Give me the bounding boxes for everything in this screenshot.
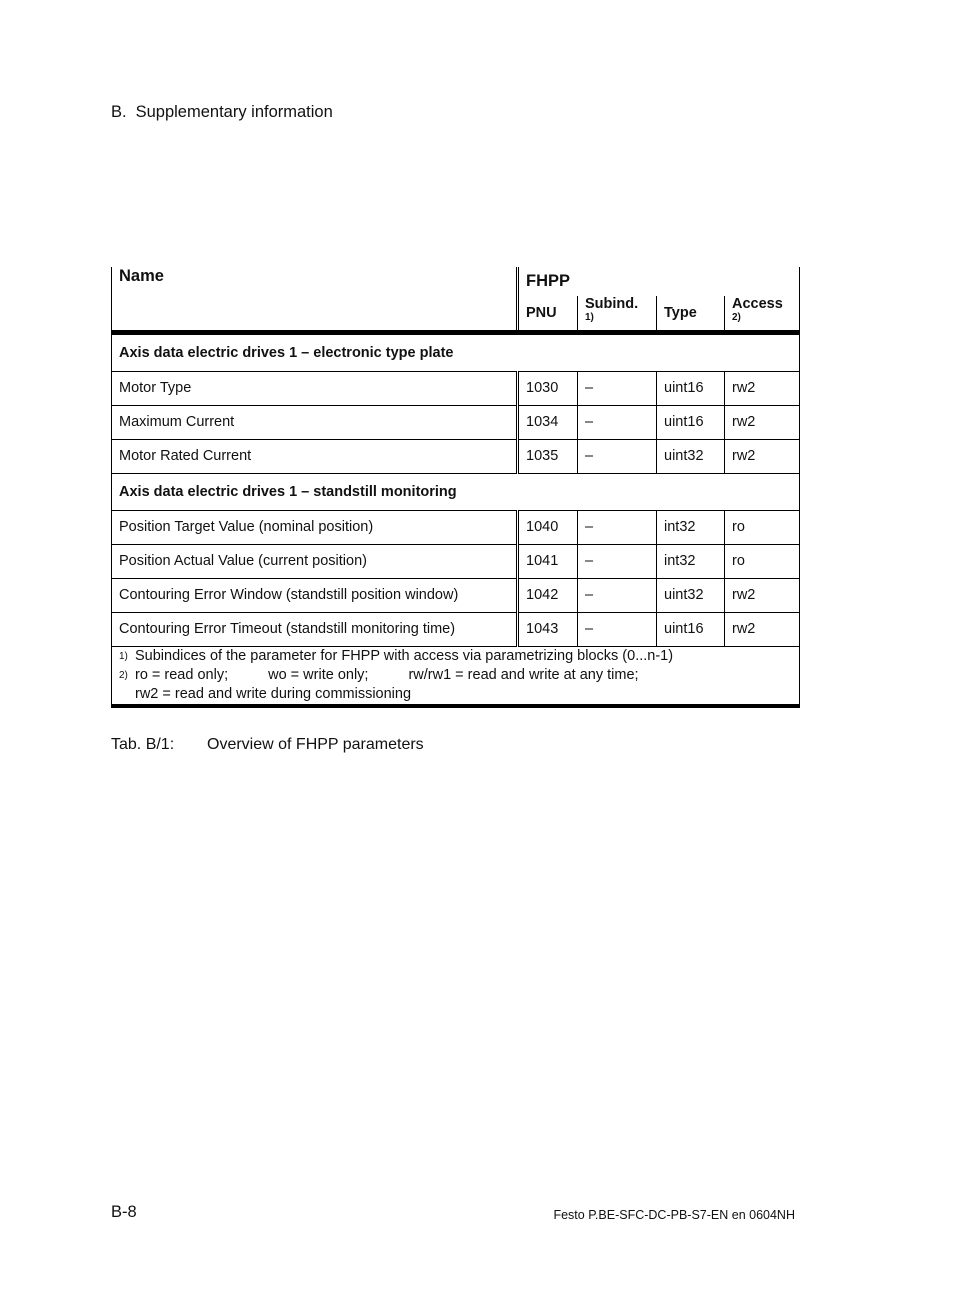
table-row bbox=[112, 405, 800, 439]
table-row bbox=[112, 612, 800, 646]
param-name: Motor Rated Current bbox=[112, 439, 518, 473]
param-name: Position Actual Value (current position) bbox=[112, 544, 518, 578]
caption-label: Tab. B/1: bbox=[111, 736, 175, 753]
col-header-pnu: PNU bbox=[518, 296, 578, 332]
param-subind: – bbox=[578, 510, 657, 544]
param-subind: – bbox=[578, 544, 657, 578]
table-row bbox=[112, 439, 800, 473]
table-row bbox=[112, 578, 800, 612]
section-label: Axis data electric drives 1 – electronic type plate bbox=[112, 332, 800, 371]
param-name: Position Target Value (nominal position) bbox=[112, 510, 518, 544]
param-type: uint16 bbox=[657, 612, 725, 646]
param-pnu: 1030 bbox=[518, 371, 578, 405]
fhpp-parameter-table bbox=[111, 267, 800, 708]
col-header-name: Name bbox=[112, 267, 518, 332]
col-header-subind: Subind. $^{1)}$ bbox=[578, 296, 657, 332]
section-row bbox=[112, 332, 800, 371]
param-type: uint16 bbox=[657, 371, 725, 405]
section-number: B. bbox=[111, 103, 127, 121]
table-row bbox=[112, 510, 800, 544]
param-name: Contouring Error Timeout (standstill monitoring time) bbox=[112, 612, 518, 646]
table-caption bbox=[111, 736, 424, 754]
table-row bbox=[112, 371, 800, 405]
footnote-1: 1) Subindices of the parameter for FHPP with access via parametrizing blocks (0...n-1) bbox=[119, 647, 674, 664]
param-name: Maximum Current bbox=[112, 405, 518, 439]
col-header-type: Type bbox=[657, 296, 725, 332]
footnote-2: 2) ro = read only; wo = write only; rw/rw1 = read and write at any time; rw2 = read and write during commissioning bbox=[119, 666, 639, 702]
param-pnu: 1043 bbox=[518, 612, 578, 646]
param-type: uint32 bbox=[657, 578, 725, 612]
param-pnu: 1042 bbox=[518, 578, 578, 612]
param-subind: – bbox=[578, 439, 657, 473]
param-pnu: 1035 bbox=[518, 439, 578, 473]
param-access: rw2 bbox=[725, 439, 800, 473]
param-subind: – bbox=[578, 578, 657, 612]
param-subind: – bbox=[578, 405, 657, 439]
section-header bbox=[111, 103, 333, 122]
param-access: rw2 bbox=[725, 612, 800, 646]
document-id: Festo P.BE-SFC-DC-PB-S7-EN en 0604NH bbox=[553, 1208, 795, 1222]
param-access: rw2 bbox=[725, 405, 800, 439]
param-type: uint16 bbox=[657, 405, 725, 439]
table-header-row bbox=[112, 267, 800, 296]
param-type: int32 bbox=[657, 544, 725, 578]
caption-text: Overview of FHPP parameters bbox=[207, 736, 424, 753]
table-footnotes-row bbox=[112, 646, 800, 706]
param-access: rw2 bbox=[725, 371, 800, 405]
param-pnu: 1041 bbox=[518, 544, 578, 578]
page-number: B-8 bbox=[111, 1203, 137, 1221]
col-header-fhpp: FHPP bbox=[518, 267, 800, 296]
section-title: Supplementary information bbox=[135, 103, 333, 121]
param-access: ro bbox=[725, 544, 800, 578]
param-pnu: 1034 bbox=[518, 405, 578, 439]
param-access: ro bbox=[725, 510, 800, 544]
section-row bbox=[112, 473, 800, 510]
table-footnotes bbox=[112, 646, 800, 706]
param-subind: – bbox=[578, 612, 657, 646]
param-pnu: 1040 bbox=[518, 510, 578, 544]
param-type: uint32 bbox=[657, 439, 725, 473]
param-subind: – bbox=[578, 371, 657, 405]
param-type: int32 bbox=[657, 510, 725, 544]
section-label: Axis data electric drives 1 – standstill monitoring bbox=[112, 473, 800, 510]
param-name: Contouring Error Window (standstill position window) bbox=[112, 578, 518, 612]
col-header-access: Access $^{2)}$ bbox=[725, 296, 800, 332]
param-access: rw2 bbox=[725, 578, 800, 612]
param-name: Motor Type bbox=[112, 371, 518, 405]
table-row bbox=[112, 544, 800, 578]
